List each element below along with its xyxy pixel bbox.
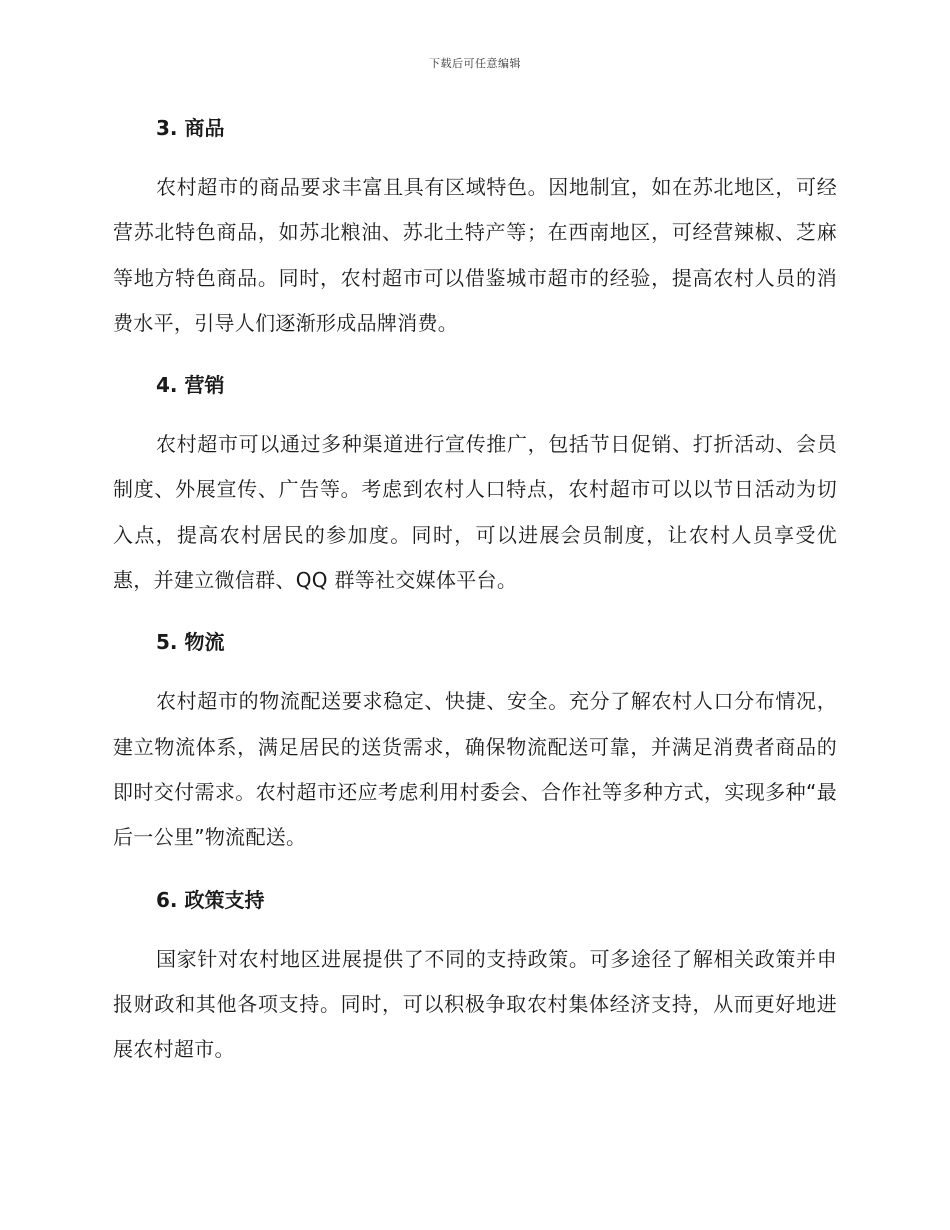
section-heading-products: 3. 商品 bbox=[156, 116, 225, 140]
section-paragraph-marketing: 农村超市可以通过多种渠道进行宣传推广，包括节日促销、打折活动、会员制度、外展宣传、广告等。考虑到农村人口特点，农村超市可以以节日活动为切入点，提高农村居民的参加度。同时，可以进展会员制度，让农村人员享受优惠，并建立微信群、QQ 群等社交媒体平台。 bbox=[113, 432, 837, 593]
section-paragraph-policy-support: 国家针对农村地区进展提供了不同的支持政策。可多途径了解相关政策并申报财政和其他各项支持。同时，可以积极争取农村集体经济支持，从而更好地进展农村超市。 bbox=[113, 946, 837, 1062]
section-heading-marketing: 4. 营销 bbox=[156, 373, 225, 398]
page-header: 下载后可任意编辑 bbox=[429, 57, 521, 70]
section-heading-policy-support: 6. 政策支持 bbox=[156, 887, 265, 912]
section-paragraph-products: 农村超市的商品要求丰富且具有区域特色。因地制宜，如在苏北地区，可经营苏北特色商品，如苏北粮油、苏北土特产等；在西南地区，可经营辣椒、芝麻等地方特色商品。同时，农村超市可以借鉴城市超市的经验，提高农村人员的消费水平，引导人们逐渐形成品牌消费。 bbox=[113, 175, 837, 335]
section-paragraph-logistics: 农村超市的物流配送要求稳定、快捷、安全。充分了解农村人口分布情况，建立物流体系，满足居民的送货需求，确保物流配送可靠，并满足消费者商品的即时交付需求。农村超市还应考虑利用村委会、合作社等多种方式，实现多种“最后一公里”物流配送。 bbox=[113, 689, 837, 850]
section-heading-logistics: 5. 物流 bbox=[156, 630, 225, 655]
document-body bbox=[113, 110, 837, 1093]
